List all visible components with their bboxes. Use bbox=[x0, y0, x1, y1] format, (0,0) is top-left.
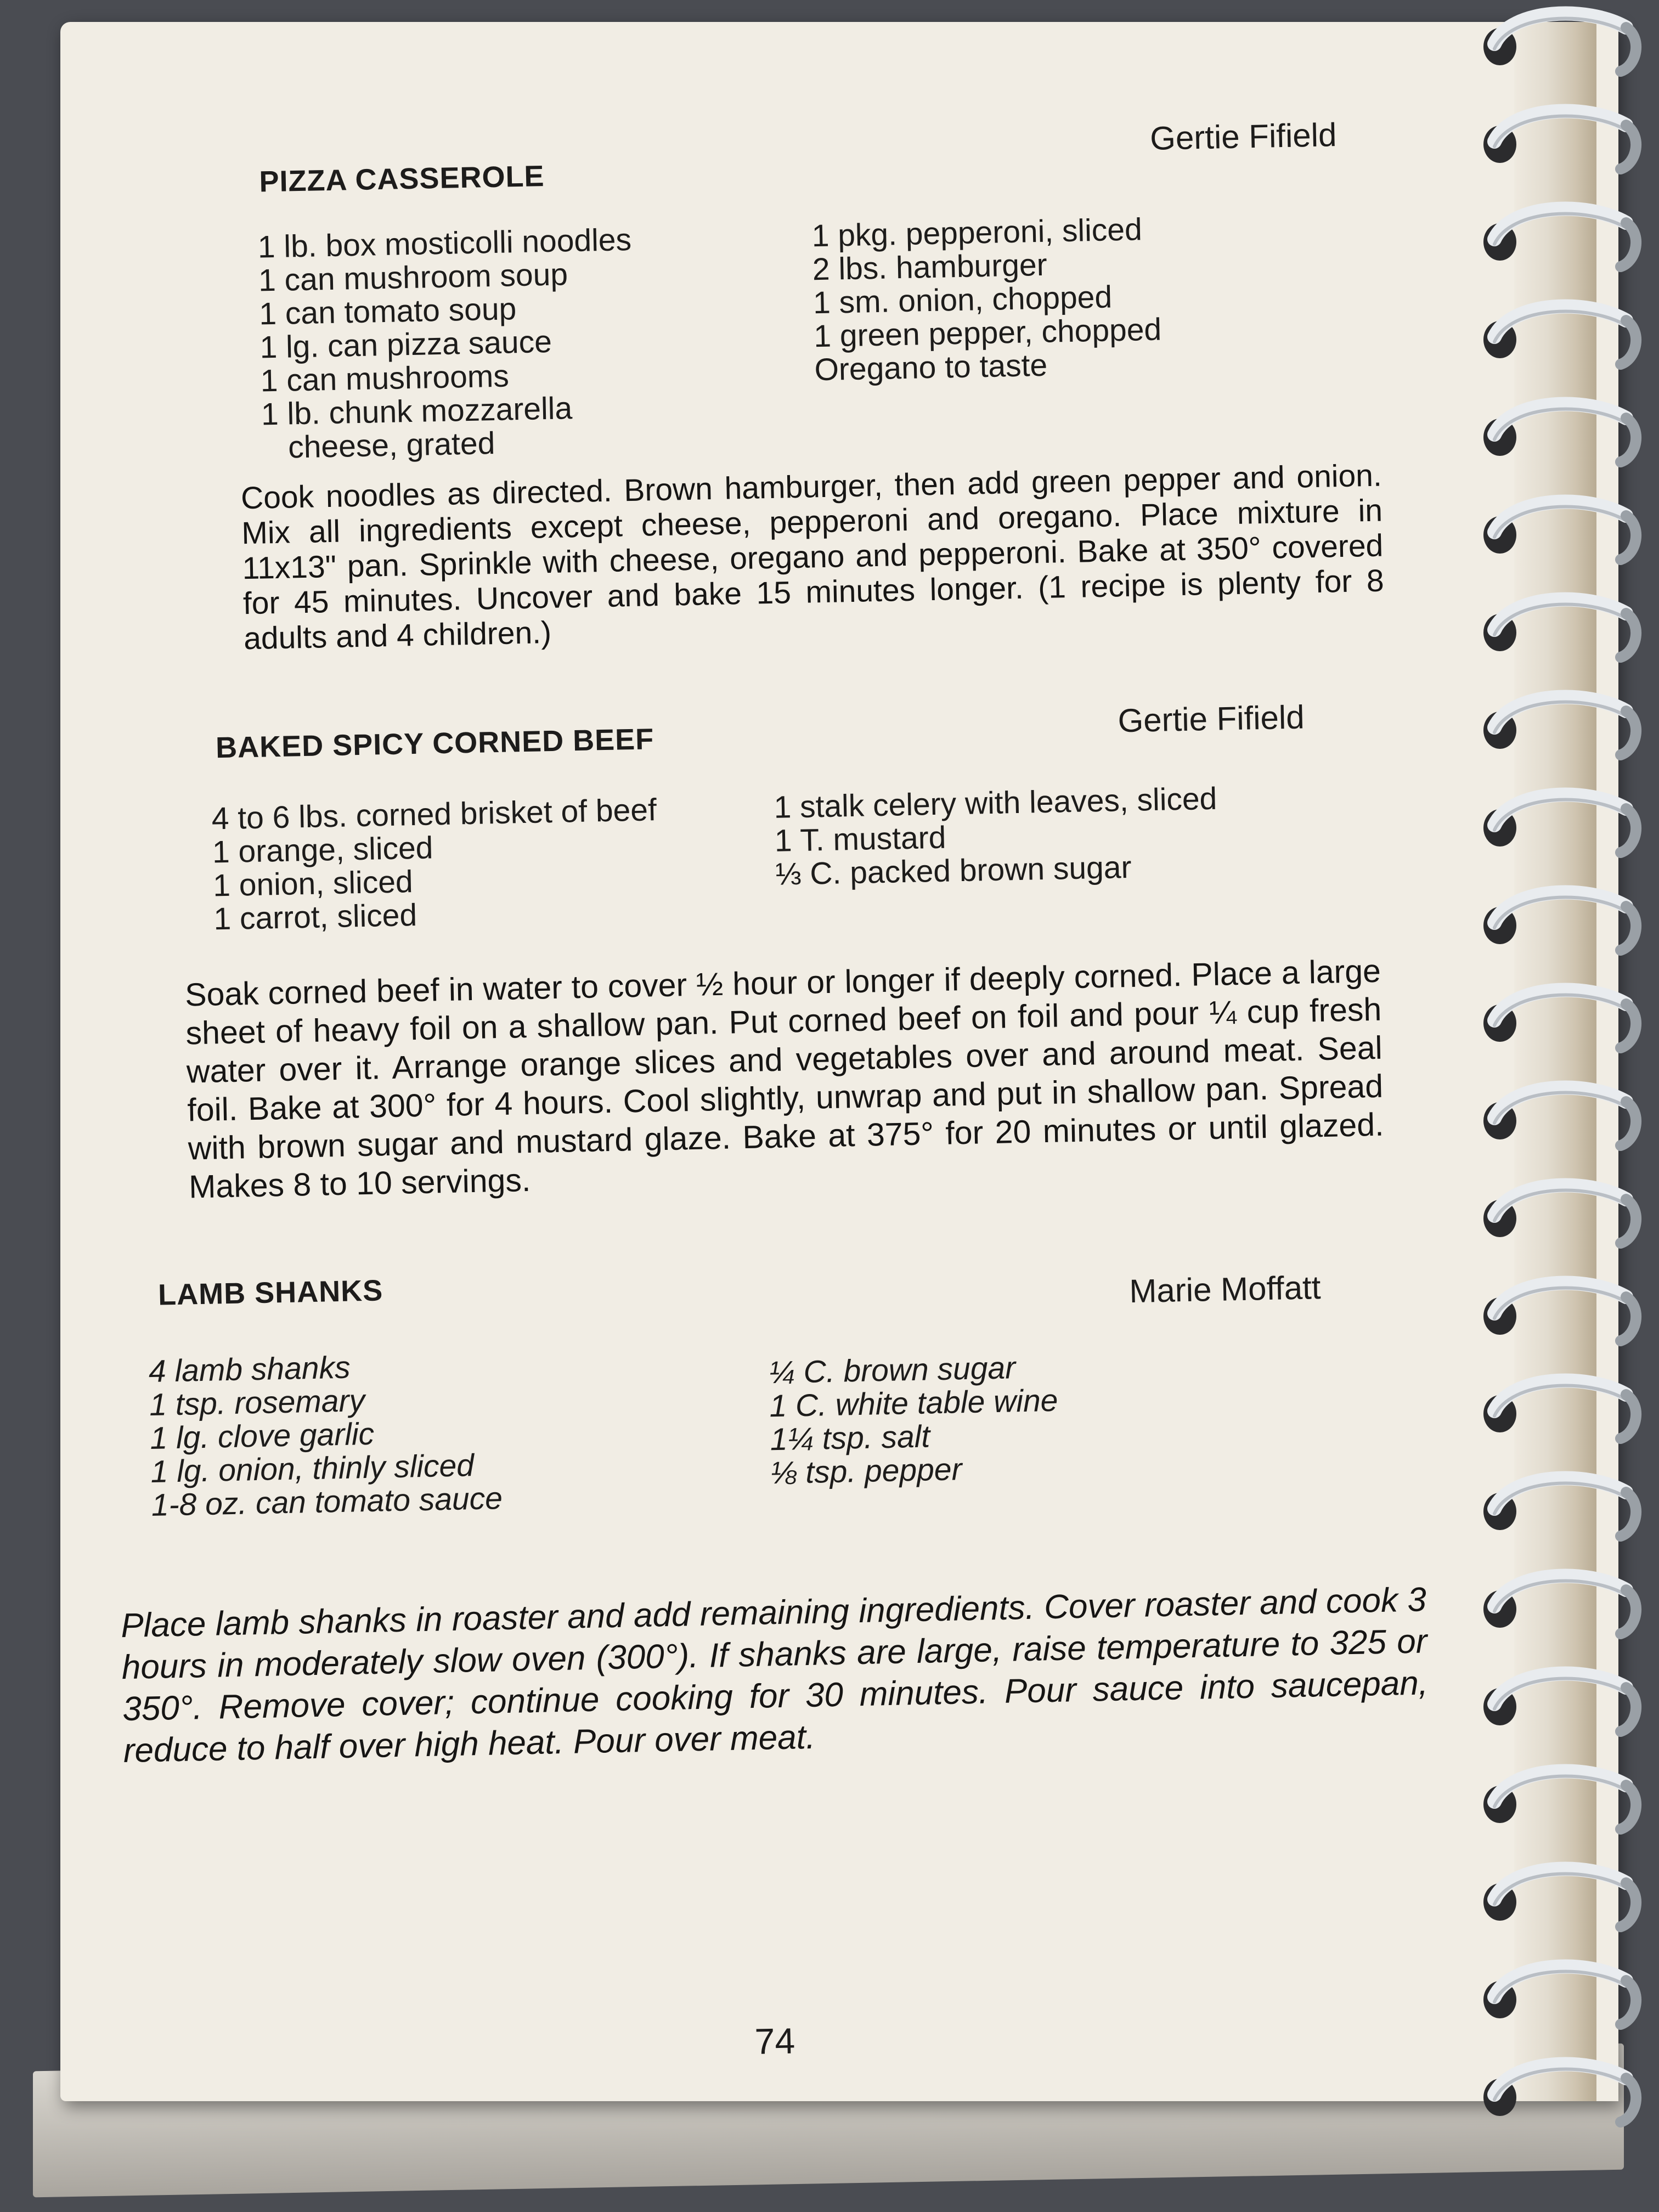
spiral-coil bbox=[1462, 103, 1643, 185]
spiral-coil bbox=[1462, 201, 1643, 283]
spiral-coil bbox=[1462, 1763, 1643, 1846]
ingredient: 1-8 oz. can tomato sauce bbox=[151, 1481, 503, 1523]
cookbook-page bbox=[60, 22, 1618, 2101]
spiral-coil bbox=[1462, 494, 1643, 576]
ingredient: 1 can mushrooms bbox=[260, 358, 510, 399]
recipe-title: PIZZA CASSEROLE bbox=[258, 160, 545, 199]
ingredient: 1¼ tsp. salt bbox=[770, 1419, 930, 1458]
ingredient: 1 can mushroom soup bbox=[258, 257, 568, 298]
ingredient: 1 C. white table wine bbox=[769, 1383, 1058, 1424]
ingredients-right bbox=[811, 213, 1163, 387]
spiral-coil bbox=[1462, 1177, 1643, 1260]
ingredient: 2 lbs. hamburger bbox=[812, 247, 1048, 287]
ingredient: 1 green pepper, chopped bbox=[813, 312, 1162, 354]
spiral-coil bbox=[1462, 396, 1643, 478]
page-content bbox=[60, 22, 1618, 2101]
recipe-directions: Cook noodles as directed. Brown hamburger, then add green pepper and onion. Mix all ingredients except cheese, pepperoni and oregano. Place mixture in 11x13" pan. Sprinkle with cheese, oregano and pepperoni. Bake at 350° covered for 45 minutes. Uncover and bake 15 minutes longer. (1 recipe is plenty for 8 adults and 4 children.) bbox=[240, 458, 1385, 657]
ingredient: cheese, grated bbox=[287, 425, 495, 465]
spiral-coil bbox=[1462, 1861, 1643, 1943]
spiral-coil bbox=[1462, 884, 1643, 967]
ingredient: Oregano to taste bbox=[814, 347, 1048, 388]
ingredient: 1 lg. clove garlic bbox=[149, 1416, 375, 1456]
ingredient: 1 tsp. rosemary bbox=[149, 1383, 365, 1423]
spiral-coil bbox=[1462, 1568, 1643, 1650]
ingredient: ¼ C. brown sugar bbox=[768, 1350, 1016, 1391]
recipe-title: LAMB SHANKS bbox=[157, 1274, 383, 1312]
show-through-text bbox=[1002, 133, 1011, 169]
spiral-coil bbox=[1462, 2056, 1643, 2138]
ingredient: 1 T. mustard bbox=[774, 820, 946, 859]
recipe-directions: Place lamb shanks in roaster and add remaining ingredients. Cover roaster and cook 3 hours in moderately slow oven (300°). If shanks are large, raise temperature to 325 or 350°. Remove cover; continue cooking for 30 minutes. Pour sauce into saucepan, reduce to half over high heat. Pour over meat. bbox=[120, 1581, 1429, 1770]
spiral-coil bbox=[1462, 787, 1643, 869]
recipe-author: Gertie Fifield bbox=[1117, 698, 1305, 740]
ingredient: 1 lb. chunk mozzarella bbox=[261, 391, 573, 432]
spiral-coil bbox=[1462, 1470, 1643, 1553]
spiral-coil bbox=[1462, 1080, 1643, 1162]
ingredient: 1 stalk celery with leaves, sliced bbox=[773, 781, 1217, 825]
ingredients-right bbox=[774, 782, 1218, 891]
ingredient: 4 to 6 lbs. corned brisket of beef bbox=[211, 792, 657, 837]
ingredient: 1 orange, sliced bbox=[212, 830, 434, 870]
ingredients-left bbox=[211, 793, 659, 936]
ingredients-left bbox=[257, 223, 636, 465]
ingredient: 1 pkg. pepperoni, sliced bbox=[811, 212, 1143, 254]
spiral-coil bbox=[1462, 5, 1643, 88]
ingredients-right bbox=[769, 1351, 1060, 1491]
ingredient: ⅛ tsp. pepper bbox=[770, 1452, 963, 1491]
ingredient: 1 can tomato soup bbox=[258, 291, 517, 332]
spiral-coil bbox=[1462, 1275, 1643, 1357]
ingredient: 1 sm. onion, chopped bbox=[812, 279, 1113, 321]
ingredient: 1 lg. onion, thinly sliced bbox=[150, 1448, 475, 1489]
ingredient: 1 onion, sliced bbox=[212, 864, 414, 904]
recipe-author: Marie Moffatt bbox=[1128, 1269, 1322, 1310]
spiral-coil bbox=[1462, 689, 1643, 771]
recipe-directions: Soak corned beef in water to cover ½ hour or longer if deeply corned. Place a large sheet of heavy foil on a shallow pan. Put corned beef on foil and pour ¼ cup fresh water over it. Arrange orange slices and vegetables over and around meat. Seal foil. Bake at 300° for 4 hours. Cool slightly, unwrap and put in shallow pan. Spread with brown sugar and mustard glaze. Bake at 375° for 20 minutes or until glazed. Makes 8 to 10 servings. bbox=[184, 952, 1385, 1205]
spiral-coil bbox=[1462, 982, 1643, 1064]
spiral-coil bbox=[1462, 1373, 1643, 1455]
spiral-coil bbox=[1462, 591, 1643, 674]
spiral-coil bbox=[1462, 298, 1643, 381]
ingredient: 4 lamb shanks bbox=[148, 1350, 351, 1389]
ingredient: 1 lb. box mosticolli noodles bbox=[257, 222, 632, 265]
ingredient: ⅓ C. packed brown sugar bbox=[775, 849, 1132, 892]
page-number: 74 bbox=[754, 2020, 795, 2062]
recipe-title: BAKED SPICY CORNED BEEF bbox=[215, 723, 654, 765]
ingredient: 1 lg. can pizza sauce bbox=[259, 324, 552, 365]
recipe-author: Gertie Fifield bbox=[1149, 116, 1337, 157]
spiral-coil bbox=[1462, 1959, 1643, 2041]
spiral-coil bbox=[1462, 1666, 1643, 1748]
ingredient: 1 carrot, sliced bbox=[213, 898, 417, 937]
ingredients-left bbox=[148, 1348, 503, 1522]
